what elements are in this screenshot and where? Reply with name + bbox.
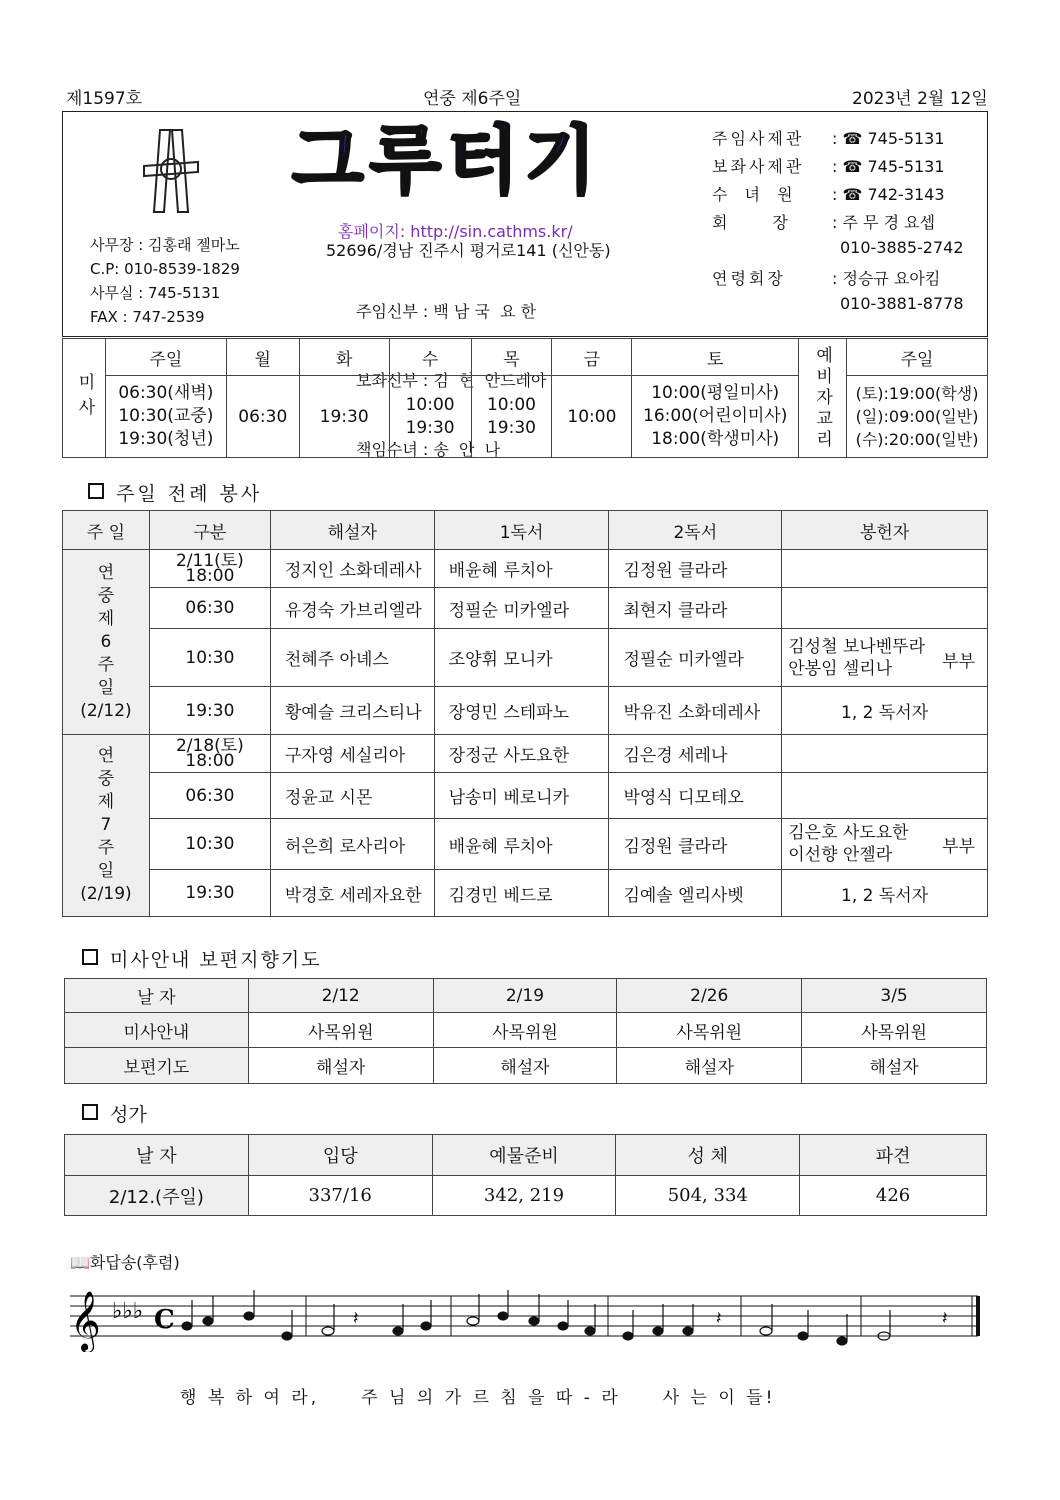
psalm-heading: 📖화답송(후렴) [70,1253,180,1272]
homepage-link[interactable]: 홈페이지: http://sin.cathms.kr/ [338,222,573,241]
catechism-time: (토):19:00(학생) (일):09:00(일반) (수):20:00(일반) [847,376,988,458]
table-cell: 19:30 [149,870,270,917]
contact-row: 010-3885-2742 [840,238,964,257]
table-cell [782,735,988,773]
book-icon: 📖 [70,1253,90,1272]
contact-row: 010-3881-8778 [840,294,964,313]
table-cell: 정필순 미카엘라 [609,629,782,687]
table-cell: 10:30 [149,629,270,687]
column-header: 2/19 [433,979,617,1013]
column-header: 봉헌자 [782,511,988,550]
hymn-table [64,1134,987,1216]
column-header: 파견 [800,1135,987,1176]
liturgical-week: 연중 제6주일 [423,89,522,109]
day-header: 금 [552,339,632,376]
sunday-label: 연 중 제 6 주 일 (2/12) [63,550,150,735]
column-header: 날 자 [65,1135,249,1176]
offertory-cell: 김성철 보나벤뚜라 안봉임 셀리나 부부 [782,629,988,687]
table-cell: 해설자 [802,1048,987,1084]
table-cell: 김은경 세레나 [609,735,782,773]
table-cell: 해설자 [617,1048,802,1084]
table-cell [782,550,988,588]
issue-date: 2023년 2월 12일 [852,89,988,109]
table-cell: 06:30 [149,773,270,819]
table-cell: 19:30 [149,687,270,735]
office-line: FAX : 747-2539 [90,308,205,326]
table-cell: 허은희 로사리아 [270,819,434,870]
mass-time: 06:30 [226,376,299,458]
table-cell: 1, 2 독서자 [782,687,988,735]
column-header: 예물준비 [432,1135,616,1176]
address: 52696/경남 진주시 평거로141 (신안동) [326,241,611,260]
contact-row: 회 장 : 주 무 경 요셉 [712,213,936,232]
table-cell: 2/11(토) 18:00 [149,550,270,588]
table-cell: 해설자 [433,1048,617,1084]
contact-list [712,126,972,322]
section-heading-hymns: 성가 [82,1100,147,1127]
mass-label: 미사 [63,339,106,458]
column-header: 구분 [149,511,270,550]
table-cell: 배윤혜 루치아 [434,819,609,870]
table-cell: 장정군 사도요한 [434,735,609,773]
newsletter-title: 그루터기 [292,118,602,204]
table-cell: 정윤교 시몬 [270,773,434,819]
table-cell: 해설자 [248,1048,433,1084]
checkbox-icon [82,1104,98,1120]
staff-line: 전례수녀 : 김 클 라 라 [356,509,516,528]
column-header: 3/5 [802,979,987,1013]
section-heading-guide: 미사안내 보편지향기도 [82,945,322,972]
table-cell: 정지인 소화데레사 [270,550,434,588]
mass-time: 10:00 19:30 [389,376,471,458]
contact-row: 수 녀 원 : ☎ 742-3143 [712,185,945,204]
table-cell: 426 [800,1176,987,1216]
section-heading-liturgy: 주일 전례 봉사 [88,479,262,506]
contact-row: 연령회장 : 정승규 요아킴 [712,269,941,288]
mass-schedule-table [62,338,988,458]
row-label: 미사안내 [65,1013,249,1048]
office-info [90,233,240,329]
column-header: 2/26 [617,979,802,1013]
mass-time: 10:00(평일미사) 16:00(어린이미사) 18:00(학생미사) [632,376,799,458]
mass-time: 19:30 [299,376,389,458]
day-header: 토 [632,339,799,376]
table-cell: 남송미 베로니카 [434,773,609,819]
office-line: C.P: 010-8539-1829 [90,260,240,278]
svg-text:C: C [154,1305,175,1335]
table-cell: 천혜주 아녜스 [270,629,434,687]
offertory-cell: 김은호 사도요한 이선향 안젤라 부부 [782,819,988,870]
svg-text:𝄞: 𝄞 [70,1291,101,1351]
table-cell: 김예솔 엘리사벳 [609,870,782,917]
column-header: 주 일 [63,511,150,550]
table-cell: 사목위원 [802,1013,987,1048]
staff-line: 보좌신부 : 김 현 안드레아 [356,371,547,390]
table-cell: 337/16 [248,1176,432,1216]
table-cell: 1, 2 독서자 [782,870,988,917]
table-cell: 구자영 세실리아 [270,735,434,773]
catechism-header: 주일 [847,339,988,376]
day-header: 목 [471,339,552,376]
checkbox-icon [82,949,98,965]
psalm-lyrics: 행 복 하 여 라, 주 님 의 가 르 침 을 따 - 라 사 는 이 들! [180,1388,776,1408]
column-header: 성 체 [616,1135,800,1176]
column-header: 1독서 [434,511,609,550]
liturgy-table [62,510,988,917]
music-staff [66,1282,990,1352]
table-cell: 유경숙 가브리엘라 [270,588,434,629]
table-cell: 사목위원 [617,1013,802,1048]
svg-text:𝄽: 𝄽 [716,1308,722,1329]
day-header: 월 [226,339,299,376]
column-header: 2독서 [609,511,782,550]
day-header: 수 [389,339,471,376]
office-line: 사무장 : 김홍래 젤마노 [90,236,240,254]
table-cell: 사목위원 [433,1013,617,1048]
column-header: 해설자 [270,511,434,550]
sunday-label: 연 중 제 7 주 일 (2/19) [63,735,150,917]
guide-table [64,978,987,1084]
day-header: 화 [299,339,389,376]
row-label: 2/12.(주일) [65,1176,249,1216]
table-cell: 배윤혜 루치아 [434,550,609,588]
table-cell: 정필순 미카엘라 [434,588,609,629]
table-cell: 10:30 [149,819,270,870]
table-cell [782,588,988,629]
table-cell: 장영민 스테파노 [434,687,609,735]
table-cell: 조양휘 모니카 [434,629,609,687]
issue-number: 제1597호 [66,89,143,109]
column-header: 2/12 [248,979,433,1013]
table-cell: 박유진 소화데레사 [609,687,782,735]
svg-text:♭♭♭: ♭♭♭ [112,1299,144,1324]
office-line: 사무실 : 745-5131 [90,284,221,302]
contact-row: 보좌사제관 : ☎ 745-5131 [712,157,945,176]
table-cell: 김정원 클라라 [609,550,782,588]
checkbox-icon [88,483,104,499]
table-cell: 황예슬 크리스티나 [270,687,434,735]
mass-time: 10:00 [552,376,632,458]
staff-line: 주임신부 : 백 남 국 요 한 [356,302,537,321]
column-header: 입당 [248,1135,432,1176]
parish-logo [140,126,202,216]
table-cell [782,773,988,819]
mass-time: 06:30(새벽) 10:30(교중) 19:30(청년) [105,376,226,458]
contact-row: 주임사제관 : ☎ 745-5131 [712,129,945,148]
table-cell: 김경민 베드로 [434,870,609,917]
mass-time: 10:00 19:30 [471,376,552,458]
day-header: 주일 [105,339,226,376]
table-cell: 최현지 클라라 [609,588,782,629]
table-cell: 06:30 [149,588,270,629]
catechism-label: 예비자교리 [799,339,847,458]
table-cell: 2/18(토) 18:00 [149,735,270,773]
table-cell: 박영식 디모테오 [609,773,782,819]
table-cell: 342, 219 [432,1176,616,1216]
table-cell: 박경호 세레자요한 [270,870,434,917]
table-cell: 김정원 클라라 [609,819,782,870]
staff-line: 책임수녀 : 송 안 나 [356,440,501,459]
svg-text:𝄽: 𝄽 [942,1308,948,1329]
column-header: 날 자 [65,979,249,1013]
row-label: 보편기도 [65,1048,249,1084]
table-cell: 504, 334 [616,1176,800,1216]
svg-text:𝄽: 𝄽 [353,1308,359,1329]
table-cell: 사목위원 [248,1013,433,1048]
